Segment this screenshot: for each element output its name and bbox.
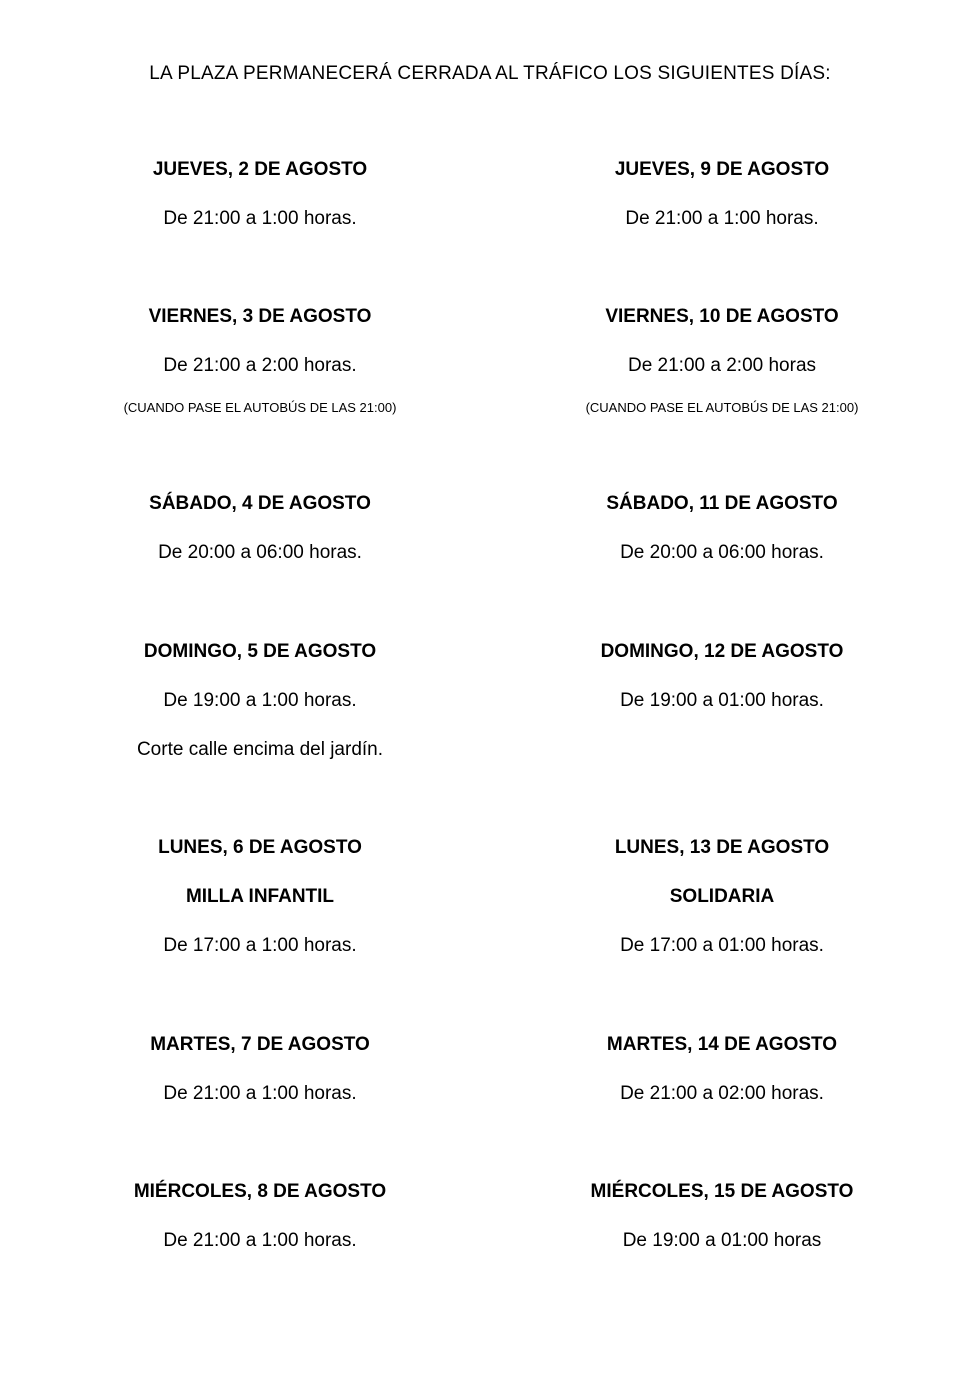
schedule-entry bbox=[492, 1033, 952, 1131]
entry-hours: De 21:00 a 1:00 horas. bbox=[625, 208, 819, 229]
entry-detail: Corte calle encima del jardín. bbox=[136, 739, 384, 760]
entry-day: MARTES, 14 DE AGOSTO bbox=[606, 1034, 838, 1055]
entry-hours: De 19:00 a 01:00 horas. bbox=[620, 690, 824, 711]
entry-day: VIERNES, 3 DE AGOSTO bbox=[148, 306, 372, 327]
entry-day: DOMINGO, 5 DE AGOSTO bbox=[143, 641, 377, 662]
entry-hours: De 21:00 a 02:00 horas. bbox=[620, 1083, 824, 1104]
entry-day: MIÉRCOLES, 15 DE AGOSTO bbox=[590, 1181, 854, 1202]
schedule-entry bbox=[30, 640, 490, 787]
schedule-entry bbox=[30, 492, 490, 590]
entry-day: JUEVES, 9 DE AGOSTO bbox=[614, 159, 830, 180]
entry-hours: De 21:00 a 2:00 horas bbox=[627, 355, 817, 376]
entry-hours: De 21:00 a 1:00 horas. bbox=[163, 1230, 357, 1251]
entry-day: VIERNES, 10 DE AGOSTO bbox=[605, 306, 839, 327]
entry-subtitle: SOLIDARIA bbox=[669, 886, 775, 907]
schedule-entry bbox=[30, 1033, 490, 1131]
entry-hours: De 20:00 a 06:00 horas. bbox=[620, 542, 824, 563]
schedule-entry bbox=[30, 1180, 490, 1278]
entry-day: LUNES, 6 DE AGOSTO bbox=[158, 837, 362, 858]
schedule-entry bbox=[30, 836, 490, 983]
schedule-entry bbox=[492, 492, 952, 590]
entry-hours: De 21:00 a 2:00 horas. bbox=[163, 355, 357, 376]
entry-hours: De 21:00 a 1:00 horas. bbox=[163, 1083, 357, 1104]
entry-note: (CUANDO PASE EL AUTOBÚS DE LAS 21:00) bbox=[585, 400, 859, 415]
schedule-entry bbox=[492, 305, 952, 419]
schedule-entry bbox=[30, 158, 490, 256]
entry-hours: De 21:00 a 1:00 horas. bbox=[163, 208, 357, 229]
entry-note: (CUANDO PASE EL AUTOBÚS DE LAS 21:00) bbox=[123, 400, 397, 415]
entry-day: JUEVES, 2 DE AGOSTO bbox=[152, 159, 368, 180]
entry-day: LUNES, 13 DE AGOSTO bbox=[614, 837, 830, 858]
entry-hours: De 19:00 a 1:00 horas. bbox=[163, 690, 357, 711]
entry-day: SÁBADO, 11 DE AGOSTO bbox=[606, 493, 838, 514]
schedule-entry bbox=[30, 305, 490, 419]
schedule-entry bbox=[492, 640, 952, 738]
page-title: LA PLAZA PERMANECERÁ CERRADA AL TRÁFICO LOS SIGUIENTES DÍAS: bbox=[149, 63, 831, 84]
entry-hours: De 20:00 a 06:00 horas. bbox=[158, 542, 362, 563]
entry-day: MARTES, 7 DE AGOSTO bbox=[150, 1034, 370, 1055]
entry-hours: De 19:00 a 01:00 horas bbox=[622, 1230, 822, 1251]
entry-subtitle: MILLA INFANTIL bbox=[185, 886, 335, 907]
entry-hours: De 17:00 a 01:00 horas. bbox=[620, 935, 824, 956]
entry-day: DOMINGO, 12 DE AGOSTO bbox=[600, 641, 844, 662]
entry-day: MIÉRCOLES, 8 DE AGOSTO bbox=[133, 1181, 387, 1202]
schedule-entry bbox=[492, 1180, 952, 1278]
schedule-entry bbox=[492, 836, 952, 983]
entry-day: SÁBADO, 4 DE AGOSTO bbox=[149, 493, 371, 514]
schedule-entry bbox=[492, 158, 952, 256]
entry-hours: De 17:00 a 1:00 horas. bbox=[163, 935, 357, 956]
